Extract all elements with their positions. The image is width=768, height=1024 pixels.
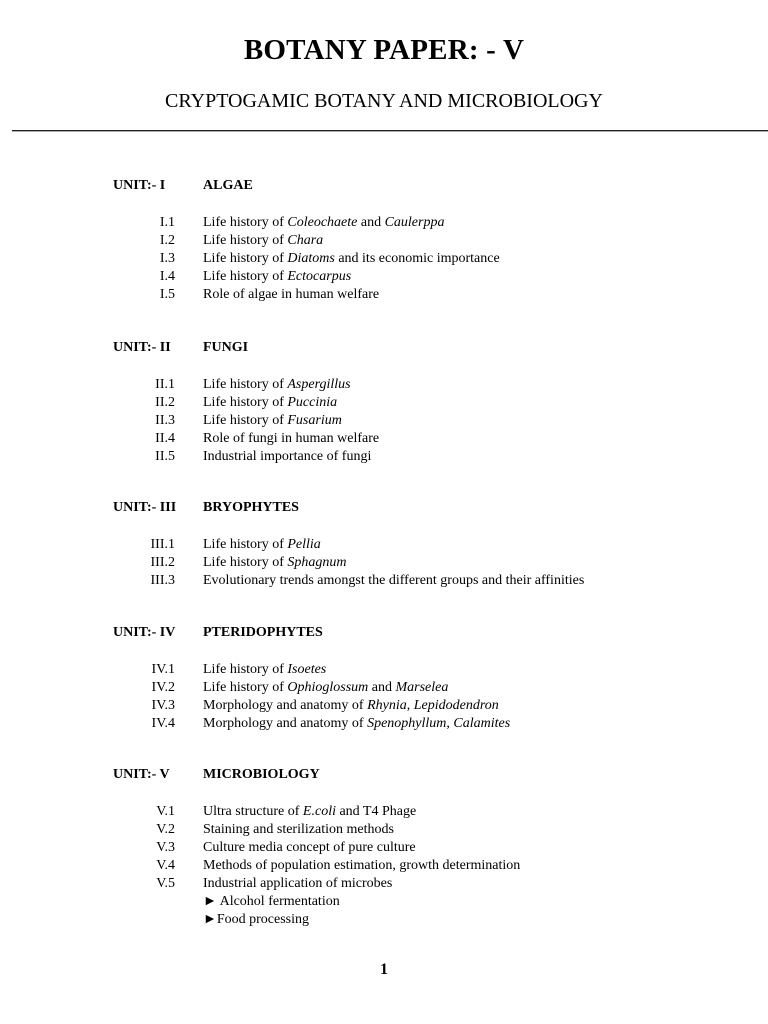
topic-text: [203, 412, 342, 430]
text-fragment: Life history of: [203, 555, 288, 570]
topic-item: [0, 661, 768, 679]
topic-item: [0, 803, 768, 821]
text-fragment: ►Food processing: [203, 912, 310, 927]
unit-code: UNIT:- IV: [113, 625, 176, 640]
unit-code: UNIT:- V: [113, 767, 170, 782]
text-fragment: and: [368, 680, 396, 695]
italic-term: E.coli: [302, 804, 336, 819]
topic-text: [203, 679, 448, 697]
topic-code: IV.3: [151, 698, 175, 713]
topic-text: [203, 697, 499, 715]
topic-code: II.5: [155, 449, 175, 464]
unit-topic-list: [0, 376, 768, 466]
topic-item: [0, 376, 768, 394]
text-fragment: and: [357, 215, 385, 230]
unit-title: PTERIDOPHYTES: [203, 625, 323, 640]
topic-item: [0, 232, 768, 250]
text-fragment: Staining and sterilization methods: [203, 822, 394, 837]
unit-title: ALGAE: [203, 178, 253, 193]
topic-text: [203, 572, 584, 590]
text-fragment: Life history of: [203, 251, 288, 266]
topic-text: [203, 911, 309, 929]
unit-section: [0, 625, 768, 731]
topic-code: II.2: [155, 395, 175, 410]
unit-title: BRYOPHYTES: [203, 500, 299, 515]
topic-text: [203, 286, 379, 304]
text-fragment: ,: [406, 698, 414, 713]
topic-subitem: [0, 893, 768, 911]
topic-code: III.1: [150, 537, 175, 552]
text-fragment: Life history of: [203, 680, 288, 695]
topic-item: [0, 430, 768, 448]
text-fragment: Industrial application of microbes: [203, 876, 393, 891]
italic-term: Calamites: [453, 716, 511, 731]
topic-code: IV.4: [151, 716, 175, 731]
topic-subitem: [0, 911, 768, 929]
topic-text: [203, 448, 371, 466]
topic-item: [0, 679, 768, 697]
topic-text: [203, 430, 379, 448]
unit-topic-list: [0, 214, 768, 304]
text-fragment: Life history of: [203, 233, 288, 248]
topic-text: [203, 875, 392, 893]
topic-code: I.4: [159, 269, 175, 284]
topic-code: III.3: [150, 573, 175, 588]
topic-item: [0, 839, 768, 857]
unit-title: MICROBIOLOGY: [203, 767, 320, 782]
text-fragment: Life history of: [203, 537, 288, 552]
unit-heading: [0, 178, 768, 198]
topic-item: [0, 715, 768, 733]
text-fragment: and T4 Phage: [335, 804, 417, 819]
unit-heading: [0, 340, 768, 360]
topic-text: [203, 214, 444, 232]
topic-text: [203, 661, 326, 679]
topic-text: [203, 893, 340, 911]
text-fragment: ► Alcohol fermentation: [203, 894, 340, 909]
unit-code: UNIT:- II: [113, 340, 171, 355]
italic-term: Lepidodendron: [413, 698, 499, 713]
italic-term: Caulerppa: [384, 215, 445, 230]
topic-text: [203, 839, 416, 857]
topic-text: [203, 250, 500, 268]
text-fragment: Life history of: [203, 269, 288, 284]
topic-code: II.1: [155, 377, 175, 392]
topic-item: [0, 286, 768, 304]
page-number: 1: [380, 961, 388, 978]
topic-text: [203, 536, 321, 554]
topic-code: II.4: [155, 431, 175, 446]
text-fragment: ,: [446, 716, 454, 731]
topic-item: [0, 875, 768, 893]
topic-item: [0, 412, 768, 430]
unit-title: FUNGI: [203, 340, 249, 355]
page-subtitle: CRYPTOGAMIC BOTANY AND MICROBIOLOGY: [165, 90, 603, 112]
italic-term: Fusarium: [287, 413, 342, 428]
italic-term: Coleochaete: [287, 215, 358, 230]
text-fragment: Morphology and anatomy of: [203, 716, 368, 731]
topic-item: [0, 250, 768, 268]
italic-term: Chara: [287, 233, 324, 248]
topic-code: IV.2: [151, 680, 175, 695]
topic-item: [0, 536, 768, 554]
text-fragment: Industrial importance of fungi: [203, 449, 372, 464]
topic-item: [0, 268, 768, 286]
italic-term: Pellia: [287, 537, 321, 552]
unit-section: [0, 767, 768, 927]
topic-text: [203, 376, 351, 394]
text-fragment: Role of algae in human welfare: [203, 287, 380, 302]
italic-term: Ectocarpus: [287, 269, 352, 284]
text-fragment: and its economic importance: [334, 251, 500, 266]
unit-code: UNIT:- I: [113, 178, 166, 193]
italic-term: Sphagnum: [287, 555, 347, 570]
unit-topic-list: [0, 661, 768, 733]
unit-topic-list: [0, 803, 768, 929]
text-fragment: Culture media concept of pure culture: [203, 840, 416, 855]
unit-section: [0, 178, 768, 302]
unit-section: [0, 340, 768, 464]
unit-topic-list: [0, 536, 768, 590]
topic-item: [0, 821, 768, 839]
italic-term: Diatoms: [287, 251, 335, 266]
unit-heading: [0, 767, 768, 787]
italic-term: Puccinia: [287, 395, 338, 410]
topic-code: I.3: [159, 251, 175, 266]
topic-item: [0, 448, 768, 466]
topic-code: IV.1: [151, 662, 175, 677]
topic-code: I.5: [159, 287, 175, 302]
topic-text: [203, 268, 351, 286]
topic-code: V.3: [156, 840, 175, 855]
topic-code: V.5: [156, 876, 175, 891]
italic-term: Rhynia: [367, 698, 407, 713]
topic-text: [203, 803, 416, 821]
italic-term: Isoetes: [287, 662, 327, 677]
topic-code: V.2: [156, 822, 175, 837]
text-fragment: Life history of: [203, 215, 288, 230]
topic-item: [0, 572, 768, 590]
text-fragment: Life history of: [203, 662, 288, 677]
unit-section: [0, 500, 768, 588]
unit-code: UNIT:- III: [113, 500, 177, 515]
text-fragment: Life history of: [203, 395, 288, 410]
topic-code: V.1: [156, 804, 175, 819]
topic-text: [203, 394, 337, 412]
topic-item: [0, 697, 768, 715]
text-fragment: Life history of: [203, 413, 288, 428]
text-fragment: Morphology and anatomy of: [203, 698, 368, 713]
topic-item: [0, 214, 768, 232]
header-divider: [12, 130, 768, 131]
text-fragment: Life history of: [203, 377, 288, 392]
topic-item: [0, 554, 768, 572]
italic-term: Marselea: [395, 680, 449, 695]
text-fragment: Methods of population estimation, growth determination: [203, 858, 521, 873]
italic-term: Ophioglossum: [287, 680, 369, 695]
topic-item: [0, 394, 768, 412]
topic-code: I.1: [159, 215, 175, 230]
topic-code: I.2: [159, 233, 175, 248]
italic-term: Spenophyllum: [367, 716, 447, 731]
topic-text: [203, 857, 520, 875]
topic-code: II.3: [155, 413, 175, 428]
topic-text: [203, 715, 510, 733]
italic-term: Aspergillus: [287, 377, 351, 392]
text-fragment: Role of fungi in human welfare: [203, 431, 380, 446]
topic-text: [203, 554, 347, 572]
text-fragment: Evolutionary trends amongst the different groups and their affinities: [203, 573, 585, 588]
topic-code: III.2: [150, 555, 175, 570]
unit-heading: [0, 625, 768, 645]
unit-heading: [0, 500, 768, 520]
page-title: BOTANY PAPER: - V: [243, 34, 525, 66]
topic-item: [0, 857, 768, 875]
topic-text: [203, 821, 394, 839]
topic-text: [203, 232, 323, 250]
topic-code: V.4: [156, 858, 175, 873]
text-fragment: Ultra structure of: [203, 804, 303, 819]
